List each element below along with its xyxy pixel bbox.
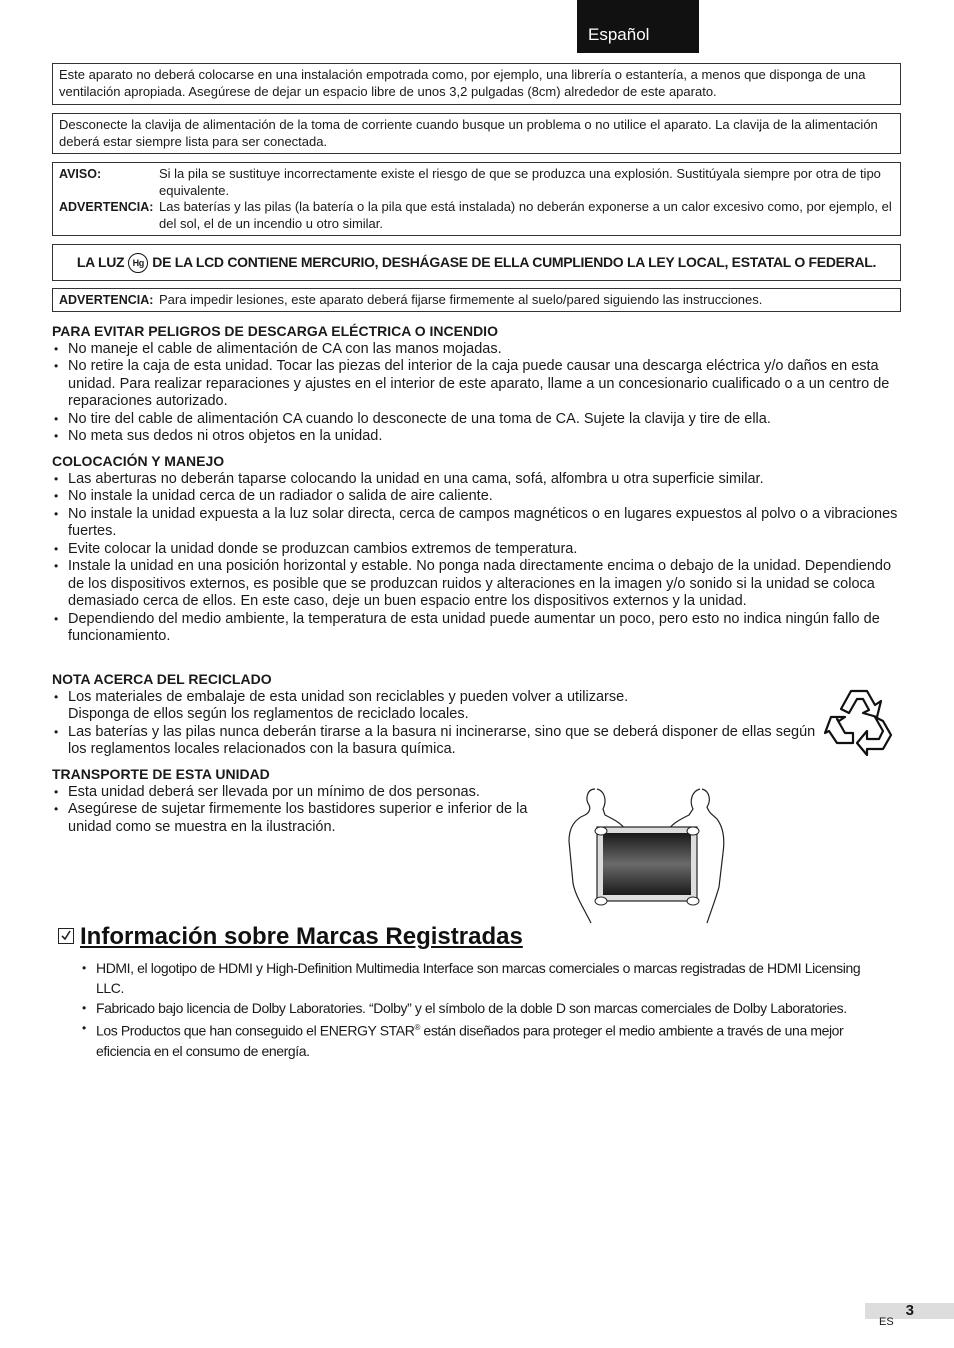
- aviso-label: AVISO:: [59, 167, 102, 181]
- list-item: • No maneje el cable de alimentación de CA con las manos mojadas.: [52, 341, 902, 359]
- language-tab: Español: [577, 0, 699, 53]
- list-item: • Evite colocar la unidad donde se produzcan cambios extremos de temperatura.: [52, 541, 902, 559]
- registered-mark: ®: [414, 1023, 420, 1032]
- list-item: • No instale la unidad expuesta a la luz solar directa, cerca de campos magnéticos o en lugares expuestos al polvo o a vibraciones fuertes.: [52, 506, 902, 541]
- bullet-list: [52, 471, 902, 646]
- page-language-code: ES: [879, 1316, 894, 1328]
- fixing-warning-box: [52, 288, 901, 312]
- bullet-list: [52, 689, 817, 759]
- advertencia2-text: Para impedir lesiones, este aparato deberá fijarse firmemente al suelo/pared siguiendo las instrucciones.: [159, 292, 763, 307]
- two-people-carrying-tv-illustration: [565, 783, 730, 925]
- aviso-text: Si la pila se sustituye incorrectamente existe el riesgo de que se produzca una explosión. Sustitúyala siempre por otra de tipo equivalente.: [159, 166, 881, 198]
- checkbox-icon: [58, 928, 74, 944]
- section-title: TRANSPORTE DE ESTA UNIDAD: [52, 766, 270, 782]
- bullet-list: [52, 784, 552, 837]
- disconnect-notice: [52, 113, 901, 154]
- mercury-text-before: LA LUZ: [76, 254, 125, 271]
- battery-warning-box: [52, 162, 901, 236]
- mercury-hg-icon: Hg: [128, 253, 148, 273]
- list-item: • Asegúrese de sujetar firmemente los bastidores superior e inferior de la unidad como se muestra en la ilustración.: [52, 801, 552, 836]
- list-item: • Fabricado bajo licencia de Dolby Laboratories. “Dolby” y el símbolo de la doble D son marcas comerciales de Dolby Laboratories.: [80, 998, 880, 1018]
- recycling-item-line1: Los materiales de embalaje de esta unidad son reciclables y pueden volver a utilizarse.: [68, 688, 629, 705]
- section-recycling: [52, 671, 817, 759]
- list-item: • Las baterías y las pilas nunca deberán tirarse a la basura ni incinerarse, sino que se deberá disponer de ellas según los reglamentos locales relacionados con la basura química.: [52, 724, 817, 759]
- list-item: • HDMI, el logotipo de HDMI y High-Definition Multimedia Interface son marcas comerciales o marcas registradas de HDMI Licensing LLC.: [80, 958, 880, 998]
- energy-star-text-before: Los Productos que han conseguido el ENERGY STAR: [96, 1022, 415, 1039]
- list-item: • No retire la caja de esta unidad. Tocar las piezas del interior de la caja puede causar una descarga eléctrica y/o daños en esta unidad. Para realizar reparaciones y ajustes en el interior de este aparato, llame a un concesionario cualificado o a un centro de reparaciones autorizado.: [52, 358, 902, 411]
- warning-table: [59, 166, 894, 232]
- bullet-list: [52, 341, 902, 446]
- ventilation-text: Este aparato no deberá colocarse en una instalación empotrada como, por ejemplo, una librería o estantería, a menos que disponga de una ventilación apropiada. Asegúrese de dejar un espacio libre de unos 3,2 pulgadas (8cm) alrededor de este aparato.: [59, 67, 866, 99]
- recycle-icon: [823, 685, 903, 760]
- advertencia-label: ADVERTENCIA:: [59, 200, 154, 214]
- advertencia-text: Las baterías y las pilas (la batería o la pila que está instalada) no deberán exponerse a un calor excesivo como, por ejemplo, el del sol, el de un incendio u otro similar.: [159, 199, 892, 231]
- section-title: PARA EVITAR PELIGROS DE DESCARGA ELÉCTRICA O INCENDIO: [52, 323, 498, 339]
- section-title: NOTA ACERCA DEL RECICLADO: [52, 671, 272, 687]
- list-item: • Esta unidad deberá ser llevada por un mínimo de dos personas.: [52, 784, 552, 802]
- section-shock: [52, 323, 902, 446]
- trademarks-heading-text: Información sobre Marcas Registradas: [80, 923, 523, 950]
- advertencia2-label: ADVERTENCIA:: [59, 293, 154, 307]
- disconnect-text: Desconecte la clavija de alimentación de la toma de corriente cuando busque un problema o no utilice el aparato. La clavija de la alimentación deberá estar siempre lista para ser conectada.: [59, 117, 878, 149]
- list-item: • No tire del cable de alimentación CA cuando lo desconecte de una toma de CA. Sujete la clavija y tire de ella.: [52, 411, 902, 429]
- section-placement: [52, 453, 902, 646]
- list-item: • Instale la unidad en una posición horizontal y estable. No ponga nada directamente encima o debajo de la unidad. Dependiendo de los dispositivos externos, es posible que se produzcan ruidos y alteraciones en la imagen y/o sonido si la unidad se coloca demasiado cerca de ellos. En este caso, deje un buen espacio entre los dispositivos externos y la unidad.: [52, 558, 902, 611]
- list-item: [52, 689, 817, 724]
- list-item: [80, 1018, 880, 1061]
- trademarks-list: [80, 958, 880, 1061]
- page-number: 3: [865, 1303, 954, 1319]
- ventilation-notice: [52, 63, 901, 105]
- list-item: • Las aberturas no deberán taparse colocando la unidad en una cama, sofá, alfombra u otra superficie similar.: [52, 471, 902, 489]
- trademarks-heading: [58, 923, 523, 951]
- recycling-item-line2: Disponga de ellos según los reglamentos de reciclado locales.: [68, 706, 469, 722]
- list-item: • Dependiendo del medio ambiente, la temperatura de esta unidad puede aumentar un poco, pero esto no indica ningún fallo de funcionamiento.: [52, 611, 902, 646]
- energy-star-text-after: están diseñados para proteger el medio ambiente a través de una mejor eficiencia en el consumo de energía.: [96, 1022, 844, 1059]
- section-title: COLOCACIÓN Y MANEJO: [52, 453, 225, 469]
- section-transport: [52, 766, 552, 836]
- bullet-list: [80, 958, 880, 1061]
- list-item: • No instale la unidad cerca de un radiador o salida de aire caliente.: [52, 488, 902, 506]
- mercury-notice: [52, 244, 901, 281]
- list-item: • No meta sus dedos ni otros objetos en la unidad.: [52, 428, 902, 446]
- mercury-text-after: DE LA LCD CONTIENE MERCURIO, DESHÁGASE DE ELLA CUMPLIENDO LA LEY LOCAL, ESTATAL O FEDERAL.: [152, 254, 877, 271]
